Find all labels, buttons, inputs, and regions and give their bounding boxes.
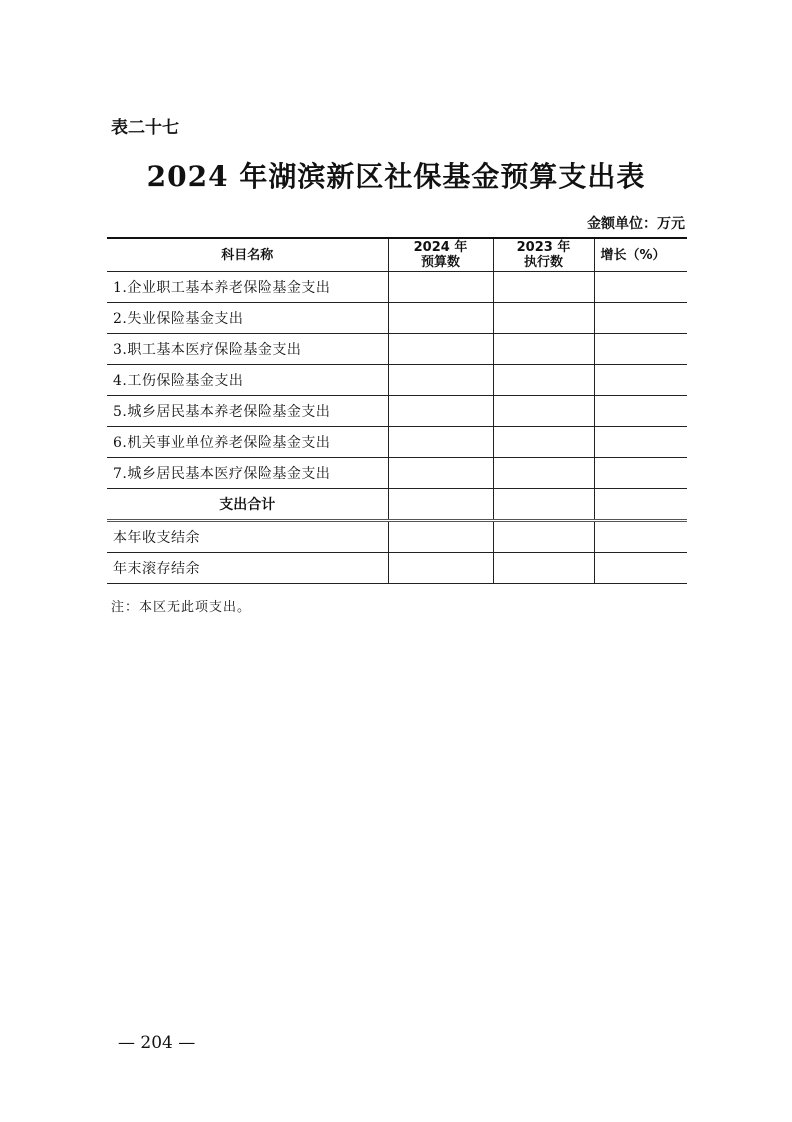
actual-2023-cell — [493, 427, 594, 458]
column-header-budget-2024 — [388, 238, 493, 272]
row-name-cell: 7.城乡居民基本医疗保险基金支出 — [107, 458, 388, 489]
actual-2023-cell — [493, 458, 594, 489]
balance-row — [107, 553, 687, 584]
row-name-cell: 2.失业保险基金支出 — [107, 303, 388, 334]
budget-2024-cell — [388, 272, 493, 303]
budget-2024-cell — [388, 365, 493, 396]
balance-row — [107, 521, 687, 553]
actual-2023-cell — [493, 303, 594, 334]
row-name-cell: 5.城乡居民基本养老保险基金支出 — [107, 396, 388, 427]
total-actual-2023-cell — [493, 489, 594, 521]
total-growth-cell — [594, 489, 687, 521]
column-header-budget-2024-year: 2024 年 — [413, 240, 468, 255]
column-header-actual-2023-year: 2023 年 — [516, 240, 571, 255]
total-row — [107, 489, 687, 521]
table-number-label: 表二十七 — [111, 118, 179, 138]
table-row — [107, 272, 687, 303]
budget-2024-cell — [388, 458, 493, 489]
budget-2024-cell — [388, 427, 493, 458]
table-row — [107, 427, 687, 458]
row-name-cell: 1.企业职工基本养老保险基金支出 — [107, 272, 388, 303]
table-row — [107, 303, 687, 334]
column-header-actual-2023 — [493, 238, 594, 272]
row-name-cell: 3.职工基本医疗保险基金支出 — [107, 334, 388, 365]
total-budget-2024-cell — [388, 489, 493, 521]
growth-cell — [594, 334, 687, 365]
growth-cell — [594, 303, 687, 334]
actual-2023-cell — [493, 396, 594, 427]
page-number: — 204 — — [118, 1033, 196, 1053]
growth-cell — [594, 427, 687, 458]
table-row — [107, 365, 687, 396]
budget-expenditure-table — [107, 237, 687, 584]
growth-cell — [594, 396, 687, 427]
table-header-row — [107, 238, 687, 272]
balance-name-cell: 本年收支结余 — [107, 521, 388, 553]
table-row — [107, 334, 687, 365]
total-name-cell: 支出合计 — [107, 489, 388, 521]
growth-cell — [594, 365, 687, 396]
balance-growth-cell — [594, 521, 687, 553]
balance-name-cell: 年末滚存结余 — [107, 553, 388, 584]
growth-cell — [594, 458, 687, 489]
growth-cell — [594, 272, 687, 303]
document-title: 2024 年湖滨新区社保基金预算支出表 — [146, 160, 646, 193]
table-row — [107, 396, 687, 427]
budget-2024-cell — [388, 334, 493, 365]
actual-2023-cell — [493, 365, 594, 396]
row-name-cell: 6.机关事业单位养老保险基金支出 — [107, 427, 388, 458]
budget-2024-cell — [388, 303, 493, 334]
footnote: 注：本区无此项支出。 — [111, 600, 252, 615]
balance-budget-2024-cell — [388, 553, 493, 584]
balance-actual-2023-cell — [493, 521, 594, 553]
actual-2023-cell — [493, 272, 594, 303]
balance-budget-2024-cell — [388, 521, 493, 553]
actual-2023-cell — [493, 334, 594, 365]
column-header-name: 科目名称 — [107, 238, 388, 272]
balance-growth-cell — [594, 553, 687, 584]
unit-label: 金额单位：万元 — [587, 216, 685, 232]
budget-2024-cell — [388, 396, 493, 427]
column-header-actual-2023-label: 执行数 — [523, 255, 563, 270]
row-name-cell: 4.工伤保险基金支出 — [107, 365, 388, 396]
balance-actual-2023-cell — [493, 553, 594, 584]
table-row — [107, 458, 687, 489]
column-header-growth: 增长（%） — [594, 238, 687, 272]
column-header-budget-2024-label: 预算数 — [420, 255, 460, 270]
